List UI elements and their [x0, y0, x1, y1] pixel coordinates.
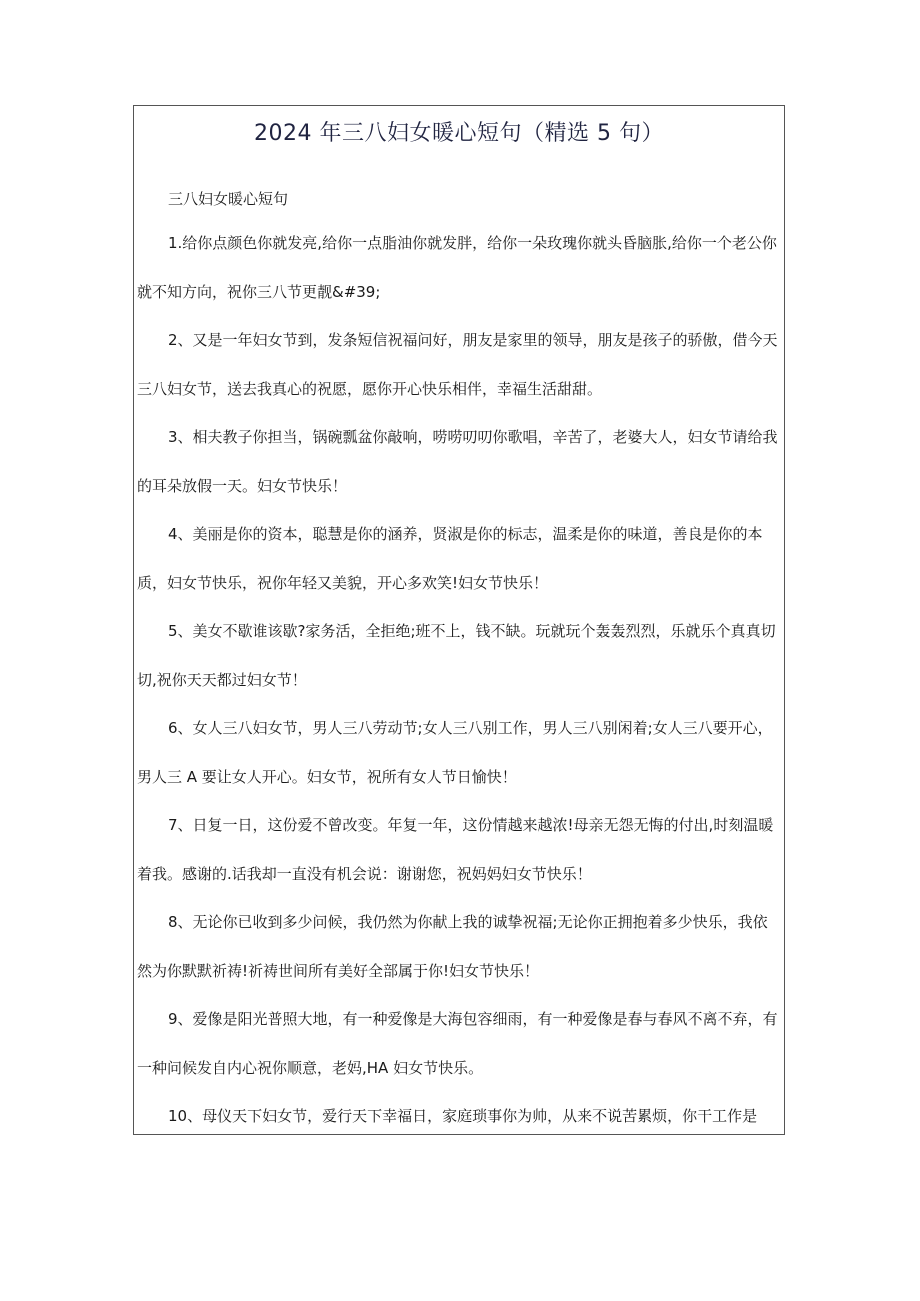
document-page: [133, 105, 785, 1135]
section-heading: 三八妇女暖心短句: [168, 190, 289, 208]
paragraph: 3、相夫教子你担当，锅碗瓢盆你敲响，唠唠叨叨你歌唱，辛苦了，老婆大人，妇女节请给我的耳朵放假一天。妇女节快乐！: [137, 428, 778, 495]
paragraph: 1.给你点颜色你就发亮,给你一点脂油你就发胖，给你一朵玫瑰你就头昏脑胀,给你一个老公你就不知方向，祝你三八节更靓&#39;: [137, 234, 777, 301]
paragraph: 6、女人三八妇女节，男人三八劳动节;女人三八别工作，男人三八别闲着;女人三八要开心，男人三 A 要让女人开心。妇女节，祝所有女人节日愉快！: [137, 719, 773, 786]
paragraph: 8、无论你已收到多少问候，我仍然为你献上我的诚挚祝福;无论你正拥抱着多少快乐，我依然为你默默祈祷!祈祷世间所有美好全部属于你!妇女节快乐！: [137, 913, 768, 980]
page-title: 2024 年三八妇女暖心短句（精选 5 句）: [254, 121, 664, 146]
paragraph: 5、美女不歇谁该歇?家务活，全拒绝;班不上，钱不缺。玩就玩个轰轰烈烈，乐就乐个真真切切,祝你天天都过妇女节！: [137, 622, 776, 689]
paragraph: 7、日复一日，这份爱不曾改变。年复一年，这份情越来越浓!母亲无怨无悔的付出,时刻温暖着我。感谢的.话我却一直没有机会说：谢谢您，祝妈妈妇女节快乐！: [137, 816, 774, 883]
paragraph: 9、爱像是阳光普照大地，有一种爱像是大海包容细雨，有一种爱像是春与春风不离不弃，有一种问候发自内心祝你顺意，老妈,HA 妇女节快乐。: [137, 1010, 778, 1077]
paragraph: 10、母仪天下妇女节，爱行天下幸福日，家庭琐事你为帅，从来不说苦累烦，你干工作是: [168, 1107, 758, 1125]
paragraph: 4、美丽是你的资本，聪慧是你的涵养，贤淑是你的标志，温柔是你的味道，善良是你的本质，妇女节快乐，祝你年轻又美貌，开心多欢笑!妇女节快乐！: [137, 525, 763, 592]
paragraph: 2、又是一年妇女节到，发条短信祝福问好，朋友是家里的领导，朋友是孩子的骄傲，借今天三八妇女节，送去我真心的祝愿，愿你开心快乐相伴，幸福生活甜甜。: [137, 331, 778, 398]
